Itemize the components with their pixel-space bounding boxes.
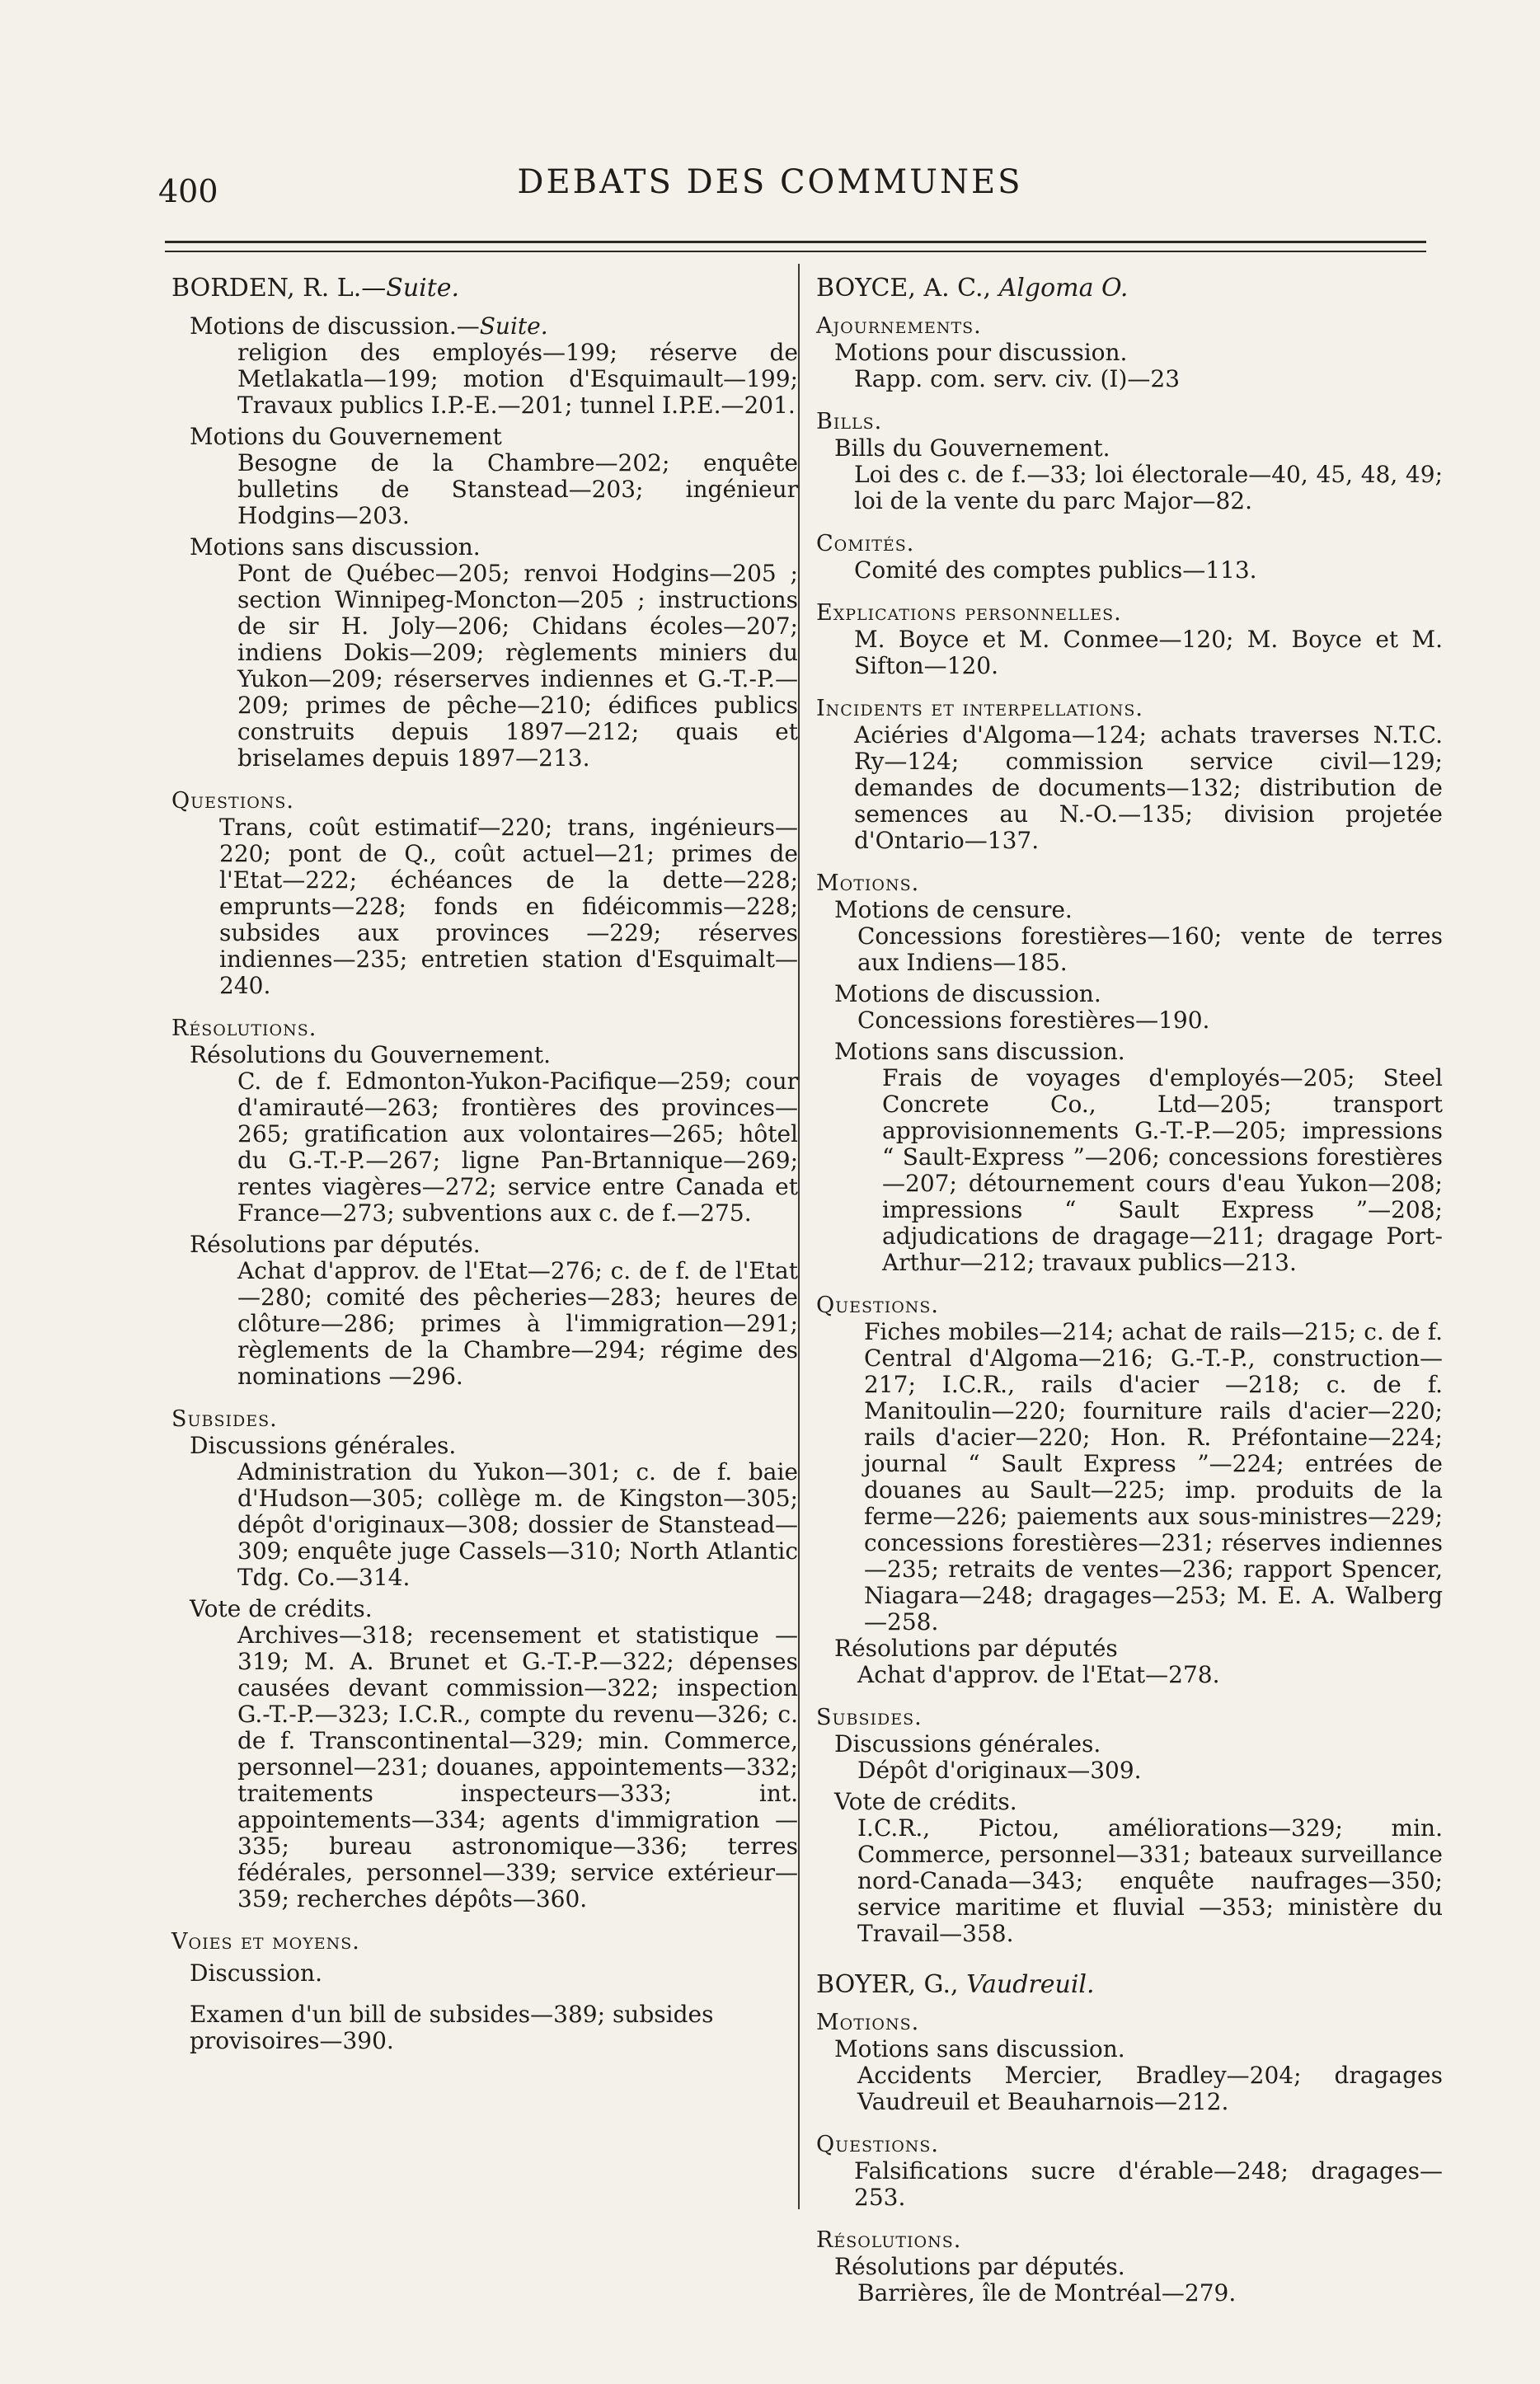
subsection xyxy=(816,340,1443,392)
borden-name: BORDEN, R. L.— xyxy=(171,274,387,303)
entry-text: Fiches mobiles—214; achat de rails—215; c. de f. Central d'Algoma—216; G.-T.-P., construction—217; I.C.R., rails d'acier —218; c. de f. Manitoulin—220; fourniture rails d'acier—220; rails d'acier—220; Hon. R. Préfontaine—224; journal “ Sault Express ”—224; entrées de douanes au Sault—225; imp. produits de la ferme—226; paiements aux sous-ministres—229; concessions forestières—231; réserves indiennes—235; retraits de ventes—236; rapport Spencer, Niagara—248; dragages—253; M. E. A. Walberg—258. xyxy=(864,1318,1443,1635)
section-heading: Comités. xyxy=(816,531,915,556)
entry-text: Accidents Mercier, Bradley—204; dragages Vaudreuil et Beauharnois—212. xyxy=(857,2062,1443,2115)
entry-text: Loi des c. de f.—33; loi électorale—40, 45, 48, 49; loi de la vente du parc Major—82. xyxy=(854,461,1443,514)
right-column xyxy=(816,275,1443,2307)
subsection xyxy=(816,2254,1443,2307)
entry-text: Administration du Yukon—301; c. de f. baie d'Hudson—305; collège m. de Kingston—305; dépôt d'originaux—308; dossier de Stanstead—309; enquête juge Cassels—310; North Atlantic Tdg. Co.—314. xyxy=(237,1458,798,1591)
entry-text: Examen d'un bill de subsides—389; subsides provisoires—390. xyxy=(190,2001,714,2054)
subsection-motions-sans xyxy=(171,534,798,772)
section-heading: Bills. xyxy=(816,409,883,434)
subsection xyxy=(816,1039,1443,1276)
section-heading: Questions. xyxy=(816,2132,940,2157)
entry-text: Frais de voyages d'employés—205; Steel Concrete Co., Ltd—205; transport approvisionnements G.-T.-P.—205; impressions “ Sault-Express ”—206; concessions forestières—207; détournement cours d'eau Yukon—208; impressions “ Sault Express ”—208; adjudications de dragage—211; dragage Port-Arthur—212; travaux publics—213. xyxy=(882,1064,1443,1276)
subsection xyxy=(816,981,1443,1034)
subsection-label: Discussions générales. xyxy=(190,1432,457,1459)
subsection xyxy=(816,897,1443,976)
section-heading: Motions. xyxy=(816,2010,920,2035)
entry-text: Dépôt d'originaux—309. xyxy=(857,1757,1142,1784)
subsection-label: Résolutions par députés. xyxy=(190,1231,481,1258)
subsection-label: Résolutions par députés xyxy=(834,1635,1118,1662)
subsection-resolutions-gouv xyxy=(171,1042,798,1227)
section-heading: Subsides. xyxy=(816,1705,923,1730)
subsection-label: Motions sans discussion. xyxy=(834,1038,1125,1065)
subsection-label: Motions de discussion.—Suite. xyxy=(190,312,548,340)
entry-text: Rapp. com. serv. civ. (I)—23 xyxy=(854,365,1181,392)
section-heading-subsides: Subsides. xyxy=(171,1406,278,1432)
subsection-label: Discussions générales. xyxy=(834,1730,1101,1757)
entry-text: Pont de Québec—205; renvoi Hodgins—205 ; section Winnipeg-Moncton—205 ; instructions de sir H. Joly—206; Chidans écoles—207; indiens Dokis—209; règlements miniers du Yukon—209; réserserves indiennes et G.-T.-P.—209; primes de pêche—210; édifices publics construits depuis 1897—212; quais et briselames depuis 1897—213. xyxy=(237,560,798,772)
subsection-label: Motions sans discussion. xyxy=(834,2035,1125,2063)
left-column xyxy=(171,275,798,2054)
entry-text: Concessions forestières—190. xyxy=(857,1007,1210,1034)
subsection-label: Motions de discussion. xyxy=(834,980,1101,1007)
boyce-riding: Algoma O. xyxy=(998,274,1129,303)
subsection-label: Discussion. xyxy=(190,1959,322,1987)
section-heading: Résolutions. xyxy=(816,2227,962,2253)
subsection-label: Motions sans discussion. xyxy=(190,533,481,561)
entry-text: Aciéries d'Algoma—124; achats traverses N.T.C. Ry—124; commission service civil—129; demandes de documents—132; distribution de semences au N.-O.—135; division projetée d'Ontario—137. xyxy=(854,721,1443,854)
section-heading-voies: Voies et moyens. xyxy=(171,1929,360,1955)
subsection-motions-gouvernement xyxy=(171,424,798,529)
section-heading: Motions. xyxy=(816,871,920,896)
entry-text: Achat d'approv. de l'Etat—276; c. de f. de l'Etat—280; comité des pêcheries—283; heures de clôture—286; primes à l'immigration—291; règlements de la Chambre—294; régime des nominations —296. xyxy=(237,1257,798,1390)
subsection-label: Motions pour discussion. xyxy=(834,339,1128,366)
entry-heading-boyer xyxy=(816,1972,1443,1998)
subsection-label: Résolutions du Gouvernement. xyxy=(190,1041,552,1068)
subsection-vote-credits xyxy=(171,1596,798,1912)
subsection-label: Motions de censure. xyxy=(834,896,1073,923)
header-rule-top xyxy=(165,241,1426,243)
section-heading: Ajournements. xyxy=(816,313,982,339)
section-heading: Explications personnelles. xyxy=(816,600,1122,626)
subsection xyxy=(816,2036,1443,2115)
borden-suite: Suite. xyxy=(386,274,460,303)
column-divider xyxy=(798,264,800,2209)
boyce-name: BOYCE, A. C., xyxy=(816,274,999,303)
entry-heading-borden xyxy=(171,275,798,302)
subsection xyxy=(816,1789,1443,1947)
entry-text: I.C.R., Pictou, améliorations—329; min. Commerce, personnel—331; bateaux surveillance nord-Canada—343; enquête naufrages—350; service maritime et fluvial —353; ministère du Travail—358. xyxy=(857,1814,1443,1947)
subsection-label: Vote de crédits. xyxy=(190,1595,373,1622)
entry-heading-boyce xyxy=(816,275,1443,302)
subsection xyxy=(816,435,1443,514)
subsection-motions-discussion xyxy=(171,313,798,419)
subsection-label: Motions du Gouvernement xyxy=(190,423,502,450)
section-heading: Incidents et interpellations. xyxy=(816,696,1143,721)
subsection-label: Bills du Gouvernement. xyxy=(834,434,1110,462)
subsection-resolutions-deputes xyxy=(171,1232,798,1390)
entry-text: C. de f. Edmonton-Yukon-Pacifique—259; cour d'amirauté—263; frontières des provinces—265; gratification aux volontaires—265; hôtel du G.-T.-P.—267; ligne Pan-Brtannique—269; rentes viagères—272; service entre Canada et France—273; subventions aux c. de f.—275. xyxy=(237,1068,798,1227)
subsection-label: Vote de crédits. xyxy=(834,1788,1017,1815)
page-number: 400 xyxy=(158,173,218,209)
header-rule-bottom xyxy=(165,251,1426,252)
boyer-riding: Vaudreuil. xyxy=(966,1970,1095,1999)
subsection-label: Résolutions par députés. xyxy=(834,2253,1125,2280)
section-heading-questions: Questions. xyxy=(171,788,295,814)
entry-text: Falsifications sucre d'érable—248; dragages—253. xyxy=(854,2157,1443,2211)
entry-text: Comité des comptes publics—113. xyxy=(854,556,1257,584)
section-heading: Questions. xyxy=(816,1293,940,1318)
entry-text: M. Boyce et M. Conmee—120; M. Boyce et M. Sifton—120. xyxy=(854,626,1443,679)
entry-text: Barrières, île de Montréal—279. xyxy=(857,2279,1237,2307)
boyer-name: BOYER, G., xyxy=(816,1970,967,1999)
entry-text: Achat d'approv. de l'Etat—278. xyxy=(857,1661,1220,1688)
entry-gap xyxy=(816,1947,1443,1972)
section-heading-resolutions: Résolutions. xyxy=(171,1016,317,1041)
subsection xyxy=(816,1635,1443,1688)
subsection xyxy=(816,1731,1443,1784)
running-title: DEBATS DES COMMUNES xyxy=(517,163,1023,201)
entry-text: Archives—318; recensement et statistique —319; M. A. Brunet et G.-T.-P.—322; dépenses causées devant commission—322; inspection G.-T.-P.—323; I.C.R., compte du revenu—326; c. de f. Transcontinental—329; min. Commerce, personnel—231; douanes, appointements—332; traitements inspecteurs—333; int. appointements—334; agents d'immigration —335; bureau astronomique—336; terres fédérales, personnel—339; service extérieur—359; recherches dépôts—360. xyxy=(237,1621,798,1912)
entry-text: Concessions forestières—160; vente de terres aux Indiens—185. xyxy=(857,922,1443,976)
entry-text: religion des employés—199; réserve de Metlakatla—199; motion d'Esquimault—199; Travaux publics I.P.-E.—201; tunnel I.P.E.—201. xyxy=(237,339,798,419)
entry-text: Besogne de la Chambre—202; enquête bulletins de Stanstead—203; ingénieur Hodgins—203. xyxy=(237,449,798,529)
entry-text: Trans, coût estimatif—220; trans, ingénieurs—220; pont de Q., coût actuel—21; primes de l'Etat—222; échéances de la dette—228; emprunts—228; fonds en fidéicommis—228; subsides aux provinces —229; réserves indiennes—235; entretien station d'Esquimalt—240. xyxy=(219,814,798,999)
subsection-discussions xyxy=(171,1433,798,1591)
